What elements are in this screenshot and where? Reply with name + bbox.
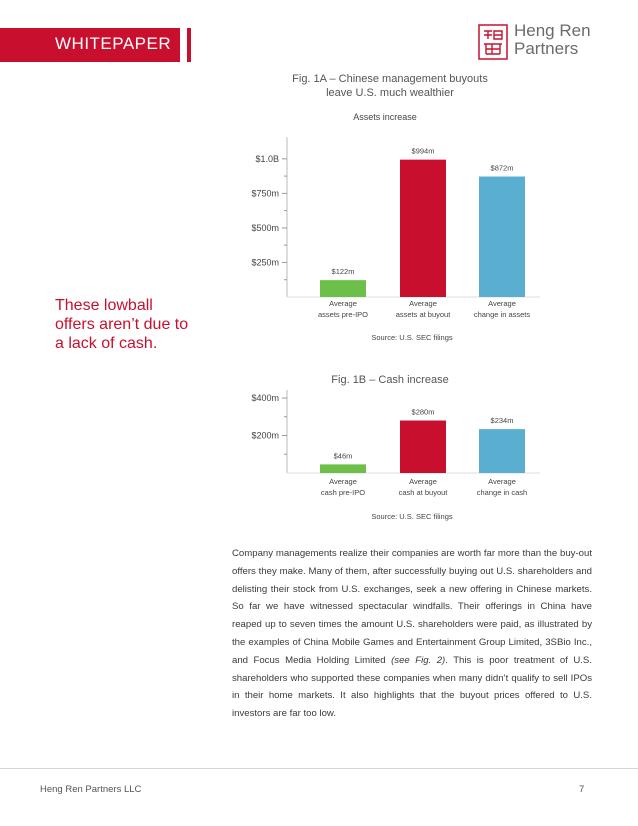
chart-2-category-label-1-line-2: cash at buyout bbox=[398, 488, 448, 497]
logo-line-2: Partners bbox=[514, 39, 579, 58]
chart-1-y-tick-label-3: $1.0B bbox=[255, 153, 279, 164]
chart-1-bar-2 bbox=[479, 177, 525, 297]
pull-quote: These lowball offers aren’t due to a lack of cash. bbox=[55, 297, 189, 352]
chart-2-source: Source: U.S. SEC filings bbox=[371, 512, 453, 521]
chart-1-value-label-0: $122m bbox=[331, 267, 355, 277]
chart-1-category-label-2-line-1: Average bbox=[488, 299, 516, 308]
chart-2-category-label-2-line-1: Average bbox=[488, 477, 516, 486]
whitepaper-banner bbox=[0, 28, 180, 62]
body-text-rest: . This is poor treatment of U.S. shareholders who supported these companies when many didn’t qualify to sell IPOs in their home markets. It also highlights that the buyout prices offered to U.S. investors are far too low. bbox=[232, 654, 592, 720]
chart-2-category-label-2-line-2: change in cash bbox=[476, 488, 528, 497]
chart-1-category-label-1-line-1: Average bbox=[409, 299, 437, 308]
chart-1-value-label-1: $994m bbox=[411, 146, 435, 156]
figure-reference: (see Fig. 2) bbox=[391, 654, 446, 666]
chart-1-bar-0 bbox=[320, 280, 366, 297]
logo-wordmark bbox=[514, 22, 591, 58]
heng-ren-seal-icon bbox=[478, 24, 508, 60]
chart-1-title-line-1: leave U.S. much wealthier bbox=[326, 87, 454, 99]
chart-2-value-label-0: $46m bbox=[333, 451, 353, 461]
chart-1-bar-1 bbox=[400, 160, 446, 297]
chart-2-y-tick-label-1: $400m bbox=[251, 393, 279, 403]
chart-2-category-label-0-line-1: Average bbox=[329, 477, 357, 486]
chart-1-subtitle: Assets increase bbox=[353, 112, 417, 122]
banner-label: WHITEPAPER bbox=[55, 34, 172, 53]
chart-2-bar-2 bbox=[479, 429, 525, 473]
page-number: 7 bbox=[579, 784, 585, 795]
chart-1-category-label-1-line-2: assets at buyout bbox=[395, 310, 451, 319]
chart-2-value-label-1: $280m bbox=[411, 407, 435, 417]
chart-2-bar-1 bbox=[400, 421, 446, 474]
footer-rule bbox=[0, 768, 638, 769]
chart-1-y-tick-label-0: $250m bbox=[251, 257, 279, 268]
banner-accent-bar bbox=[187, 28, 191, 62]
chart-1-title-line-0: Fig. 1A – Chinese management buyouts bbox=[292, 73, 488, 85]
chart-2-category-label-1-line-1: Average bbox=[409, 477, 437, 486]
chart-2-value-label-2: $234m bbox=[490, 416, 514, 426]
chart-1-category-label-0-line-2: assets pre-IPO bbox=[317, 310, 369, 319]
chart-1-source: Source: U.S. SEC filings bbox=[371, 333, 453, 342]
chart-2-bar-0 bbox=[320, 464, 366, 473]
footer-company: Heng Ren Partners LLC bbox=[40, 784, 142, 795]
chart-1-y-tick-label-1: $500m bbox=[251, 222, 279, 233]
chart-2-title-line-0: Fig. 1B – Cash increase bbox=[331, 374, 449, 386]
chart-1-value-label-2: $872m bbox=[490, 163, 514, 173]
chart-1-category-label-0-line-1: Average bbox=[329, 299, 357, 308]
chart-1-category-label-2-line-2: change in assets bbox=[473, 310, 531, 319]
chart-fig-1a bbox=[230, 68, 560, 348]
chart-2-category-label-0-line-2: cash pre-IPO bbox=[320, 488, 366, 497]
chart-1-y-tick-label-2: $750m bbox=[251, 188, 279, 199]
body-paragraph bbox=[232, 545, 592, 723]
chart-fig-1b bbox=[230, 368, 560, 528]
logo-line-1: Heng Ren bbox=[514, 21, 591, 40]
chart-2-y-tick-label-0: $200m bbox=[251, 430, 279, 441]
body-text-main: Company managements realize their companies are worth far more than the buy-out offers they make. Many of them, after successfully buying out U.S. shareholders and delisting their stock from U.S. exchanges, seek a new offering in Chinese markets. So far we have witnessed spectacular windfalls. Their offerings in China have reaped up to seven times the amount U.S. shareholders were paid, as illustrated by the examples of China Mobile Games and Entertainment Group Limited, 3SBio Inc., and Focus Media Holding Limited bbox=[232, 548, 592, 666]
